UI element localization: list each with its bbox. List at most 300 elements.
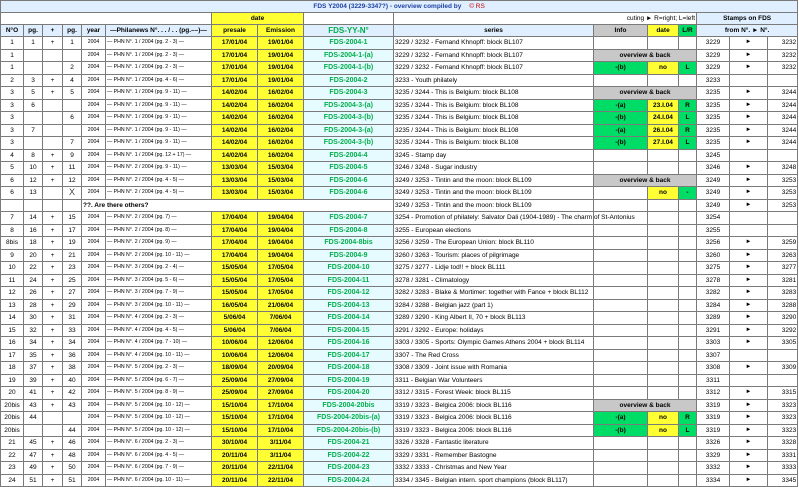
col-date2: date	[648, 25, 679, 37]
row-fds	[304, 449, 394, 462]
row-no: 11	[1, 274, 24, 287]
row-pg: 13	[24, 187, 43, 200]
row-from: 3229	[697, 37, 730, 50]
row-fds	[304, 387, 394, 400]
row-arrow: ►	[730, 162, 768, 175]
row-date2	[648, 224, 679, 237]
row-arrow: ►	[730, 362, 768, 375]
fds-code: FDS-2004-7	[329, 214, 368, 222]
row-date2	[648, 374, 679, 387]
row-fds	[304, 187, 394, 200]
row-plus: +	[43, 74, 63, 87]
row-info	[594, 249, 648, 262]
row-presale: 14/02/04	[212, 99, 258, 112]
row-pg2: 15	[63, 212, 82, 225]
row-info	[594, 224, 648, 237]
fds-code: FDS-2004-3-(a)	[323, 126, 373, 134]
row-fds	[304, 137, 394, 150]
row-plus	[43, 199, 63, 212]
row-emission: 12/06/04	[258, 349, 304, 362]
row-emission: 17/05/04	[258, 274, 304, 287]
row-arrow: ►	[730, 462, 768, 475]
row-series: 3303 / 3305 - Sports: Olympic Games Athens 2004 + block BL114	[394, 337, 594, 350]
row-lr: L	[679, 112, 697, 125]
row-info: -(a)	[594, 412, 648, 425]
row-lr	[679, 199, 697, 212]
table-row	[1, 462, 798, 475]
row-emission: 12/06/04	[258, 337, 304, 350]
row-date2	[648, 262, 679, 275]
row-emission: 19/01/04	[258, 37, 304, 50]
row-presale: 13/03/04	[212, 187, 258, 200]
row-lr	[679, 299, 697, 312]
row-series: 3260 / 3263 - Tourism: places of pilgrimage	[394, 249, 594, 262]
col-from-to: from N°. ► N°.	[697, 25, 798, 37]
row-lr	[679, 274, 697, 287]
fds-code: FDS-2004-20bis-(a)	[316, 414, 381, 422]
row-emission: 15/03/04	[258, 187, 304, 200]
row-from: 3235	[697, 137, 730, 150]
row-plus: +	[43, 349, 63, 362]
row-arrow: ►	[730, 249, 768, 262]
row-pg	[24, 49, 43, 62]
row-from: 3235	[697, 112, 730, 125]
row-date2	[648, 37, 679, 50]
row-series: 3245 - Stamp day	[394, 149, 594, 162]
row-presale: 14/02/04	[212, 124, 258, 137]
row-pg: 26	[24, 287, 43, 300]
row-lr: R	[679, 412, 697, 425]
row-pg: 37	[24, 362, 43, 375]
row-from: 3326	[697, 437, 730, 450]
row-to: 3333	[768, 462, 798, 475]
fds-code: FDS-2004-9	[329, 251, 368, 259]
row-philanews: — PHN N°. 1 / 2004 (pg. 2 - 3) —	[106, 62, 212, 75]
table-row	[1, 412, 798, 425]
row-from: 3308	[697, 362, 730, 375]
row-philanews: — PHN N°. 4 / 2004 (pg. 2 - 3) —	[106, 312, 212, 325]
row-fds	[304, 149, 394, 162]
row-info	[594, 449, 648, 462]
row-philanews: — PHN N°. 2 / 2004 (pg. 9) —	[106, 237, 212, 250]
row-series: 3308 / 3309 - Joint issue with Romania	[394, 362, 594, 375]
row-to	[768, 224, 798, 237]
row-info	[594, 349, 648, 362]
row-pg2: 33	[63, 324, 82, 337]
row-pg2: 12	[63, 174, 82, 187]
row-lr	[679, 287, 697, 300]
row-to: 3232	[768, 49, 798, 62]
row-year: 2004	[82, 149, 106, 162]
col-presale: presale	[212, 25, 258, 37]
row-series: 3235 / 3244 - This is Belgium: block BL108	[394, 112, 594, 125]
row-presale: 13/03/04	[212, 162, 258, 175]
table-row	[1, 324, 798, 337]
col-fds: FDS-YY-N°	[304, 25, 394, 37]
row-pg: 5	[24, 87, 43, 100]
row-no: 16	[1, 337, 24, 350]
row-presale: 15/05/04	[212, 262, 258, 275]
row-philanews: — PHN N°. 2 / 2004 (pg. 4 - 5) —	[106, 187, 212, 200]
col-no: N°O	[1, 25, 24, 37]
row-arrow: ►	[730, 474, 768, 487]
table-row	[1, 99, 798, 112]
row-lr	[679, 224, 697, 237]
fds-code: FDS-2004-20bis-(b)	[316, 426, 381, 434]
row-presale: 17/01/04	[212, 62, 258, 75]
row-emission: 21/06/04	[258, 299, 304, 312]
row-series: 3319 / 3323 - Belgica 2006: block BL116	[394, 412, 594, 425]
row-plus: +	[43, 362, 63, 375]
row-pg: 16	[24, 224, 43, 237]
row-series: 3249 / 3253 - Tintin and the moon: block BL109	[394, 174, 594, 187]
row-pg2: 2	[63, 62, 82, 75]
row-from: 3291	[697, 324, 730, 337]
table-row	[1, 337, 798, 350]
row-from: 3249	[697, 174, 730, 187]
row-arrow: ►	[730, 87, 768, 100]
row-pg: 20	[24, 249, 43, 262]
fds-code: FDS-2004-20	[327, 389, 370, 397]
row-philanews: — PHN N°. 1 / 2004 (pg. 2 - 3) —	[106, 49, 212, 62]
row-arrow: ►	[730, 199, 768, 212]
row-no	[1, 199, 24, 212]
fds-code: FDS-2004-6	[329, 176, 368, 184]
row-arrow	[730, 74, 768, 87]
row-no: 3	[1, 87, 24, 100]
row-arrow: ►	[730, 62, 768, 75]
row-no: 20bis	[1, 424, 24, 437]
fds-code: FDS-2004-3-(a)	[323, 101, 373, 109]
row-presale: 17/01/04	[212, 74, 258, 87]
row-pg2: 27	[63, 287, 82, 300]
row-lr: -	[679, 187, 697, 200]
row-no: 1	[1, 49, 24, 62]
row-year: 2004	[82, 174, 106, 187]
row-lr: L	[679, 424, 697, 437]
row-from: 3254	[697, 212, 730, 225]
table-row	[1, 149, 798, 162]
fds-code: FDS-2004-4	[329, 151, 368, 159]
row-fds	[304, 362, 394, 375]
fds-code: FDS-2004-19	[327, 376, 370, 384]
row-fds	[304, 224, 394, 237]
row-pg2: 7	[63, 137, 82, 150]
fds-code: FDS-2004-20bis	[322, 401, 375, 409]
row-arrow	[730, 349, 768, 362]
row-series: 3256 / 3259 - The European Union: block BL110	[394, 237, 594, 250]
row-emission: 15/03/04	[258, 162, 304, 175]
overview-back-label: overview & back	[594, 399, 697, 412]
row-no: 20bis	[1, 399, 24, 412]
row-emission: 16/02/04	[258, 149, 304, 162]
row-from: 3319	[697, 424, 730, 437]
row-plus: +	[43, 312, 63, 325]
row-emission: 3/11/04	[258, 437, 304, 450]
row-presale: 25/09/04	[212, 387, 258, 400]
row-year: 2004	[82, 62, 106, 75]
row-info: -(a)	[594, 99, 648, 112]
row-to: 3253	[768, 199, 798, 212]
row-info	[594, 187, 648, 200]
row-from: 3319	[697, 399, 730, 412]
table-row	[1, 74, 798, 87]
row-arrow	[730, 374, 768, 387]
row-philanews: — PHN N°. 6 / 2004 (pg. 4 - 5) —	[106, 449, 212, 462]
row-fds	[304, 212, 394, 225]
row-plus	[43, 137, 63, 150]
fds-code: FDS-2004-3-(b)	[323, 114, 374, 122]
row-presale: 17/04/04	[212, 224, 258, 237]
row-emission: 17/10/04	[258, 399, 304, 412]
row-date2: 24.I.04	[648, 112, 679, 125]
row-pg: 44	[24, 412, 43, 425]
row-date2	[648, 362, 679, 375]
fds-code: FDS-2004-10	[327, 264, 370, 272]
row-fds	[304, 287, 394, 300]
row-no: 14	[1, 312, 24, 325]
row-from: 3332	[697, 462, 730, 475]
row-year: 2004	[82, 87, 106, 100]
table-row	[1, 187, 798, 200]
row-info	[594, 162, 648, 175]
row-pg: 24	[24, 274, 43, 287]
row-info	[594, 287, 648, 300]
row-to: 3283	[768, 287, 798, 300]
row-year: 2004	[82, 74, 106, 87]
row-pg: 10	[24, 162, 43, 175]
row-from: 3282	[697, 287, 730, 300]
row-year: 2004	[82, 299, 106, 312]
row-date2	[648, 212, 679, 225]
row-lr	[679, 362, 697, 375]
row-from: 3246	[697, 162, 730, 175]
row-presale: 14/02/04	[212, 137, 258, 150]
row-plus	[43, 424, 63, 437]
row-year: 2004	[82, 112, 106, 125]
table-row	[1, 374, 798, 387]
row-series: 3235 / 3244 - This is Belgium: block BL108	[394, 87, 594, 100]
row-pg2	[63, 49, 82, 62]
table-row	[1, 274, 798, 287]
table-row	[1, 224, 798, 237]
fds-code: FDS-2004-14	[327, 314, 370, 322]
row-info	[594, 262, 648, 275]
row-plus	[43, 99, 63, 112]
row-to: 3292	[768, 324, 798, 337]
row-year: 2004	[82, 124, 106, 137]
row-to: 3248	[768, 162, 798, 175]
row-emission: 17/10/04	[258, 412, 304, 425]
row-series: 3229 / 3232 - Fernand Khnopff: block BL107	[394, 49, 594, 62]
row-date2	[648, 437, 679, 450]
row-date2	[648, 349, 679, 362]
row-presale: 14/02/04	[212, 149, 258, 162]
row-pg2: 11	[63, 162, 82, 175]
row-emission: 16/02/04	[258, 87, 304, 100]
row-philanews: — PHN N°. 6 / 2004 (pg. 2 - 3) —	[106, 437, 212, 450]
row-pg2: 40	[63, 374, 82, 387]
row-series: 3307 - The Red Cross	[394, 349, 594, 362]
row-from: 3303	[697, 337, 730, 350]
row-series: 3311 - Belgian War Volunteers	[394, 374, 594, 387]
row-no: 18	[1, 362, 24, 375]
row-presale: 17/04/04	[212, 249, 258, 262]
row-from: 3245	[697, 149, 730, 162]
row-arrow: ►	[730, 337, 768, 350]
row-lr	[679, 262, 697, 275]
row-emission: 19/01/04	[258, 74, 304, 87]
row-presale: 17/04/04	[212, 237, 258, 250]
row-lr: R	[679, 99, 697, 112]
row-series: 3278 / 3281 - Climatology	[394, 274, 594, 287]
row-emission: 15/03/04	[258, 174, 304, 187]
row-fds	[304, 112, 394, 125]
row-year: 2004	[82, 37, 106, 50]
row-info	[594, 462, 648, 475]
row-from: 3278	[697, 274, 730, 287]
row-presale: 25/09/04	[212, 374, 258, 387]
row-date2	[648, 149, 679, 162]
row-no: 17	[1, 349, 24, 362]
row-info: -(b)	[594, 424, 648, 437]
row-emission: 16/02/04	[258, 137, 304, 150]
row-year: 2004	[82, 249, 106, 262]
row-date2	[648, 449, 679, 462]
row-pg: 49	[24, 462, 43, 475]
row-pg: 12	[24, 174, 43, 187]
row-lr	[679, 37, 697, 50]
col-philanews: —Philanews N°. . . / . . (pg.––)—	[106, 25, 212, 37]
overview-back-label: overview & back	[594, 174, 697, 187]
table-row	[1, 312, 798, 325]
row-no: 22	[1, 449, 24, 462]
row-year: 2004	[82, 262, 106, 275]
row-pg2: 38	[63, 362, 82, 375]
row-no: 13	[1, 299, 24, 312]
row-pg: 39	[24, 374, 43, 387]
row-presale: 15/10/04	[212, 399, 258, 412]
row-plus: +	[43, 162, 63, 175]
row-presale: 5/06/04	[212, 312, 258, 325]
row-series: 3326 / 3328 - Fantastic literature	[394, 437, 594, 450]
row-pg2: 51	[63, 474, 82, 487]
row-lr: L	[679, 137, 697, 150]
row-plus: +	[43, 374, 63, 387]
row-pg: 47	[24, 449, 43, 462]
row-pg2	[63, 124, 82, 137]
col-series: series	[394, 25, 594, 37]
row-series: 3229 / 3232 - Fernand Khnopff: block BL107	[394, 62, 594, 75]
cuting-note: cuting ► R=right; L=left	[394, 13, 697, 25]
row-lr	[679, 374, 697, 387]
row-presale: 20/11/04	[212, 474, 258, 487]
row-philanews: — PHN N°. 1 / 2004 (pg. 9 - 11) —	[106, 99, 212, 112]
row-from: 3334	[697, 474, 730, 487]
row-pg2: 6	[63, 112, 82, 125]
row-series: 3334 / 3345 - Belgian intern. sport champions (block BL117)	[394, 474, 594, 487]
row-presale: 17/01/04	[212, 37, 258, 50]
row-presale: 15/05/04	[212, 274, 258, 287]
row-pg2: 43	[63, 399, 82, 412]
row-philanews: — PHN N°. 3 / 2004 (pg. 5 - 6) —	[106, 274, 212, 287]
row-plus	[43, 49, 63, 62]
row-arrow: ►	[730, 112, 768, 125]
row-emission: 20/09/04	[258, 362, 304, 375]
row-philanews: — PHN N°. 3 / 2004 (pg. 10 - 11) —	[106, 299, 212, 312]
row-info	[594, 149, 648, 162]
row-philanews: — PHN N°. 2 / 2004 (pg. 9 - 11) —	[106, 162, 212, 175]
fds-code: FDS-2004-13	[327, 301, 370, 309]
row-series: 3289 / 3290 - King Albert II, 70 + block BL113	[394, 312, 594, 325]
row-lr	[679, 462, 697, 475]
row-pg2: 19	[63, 237, 82, 250]
row-plus	[43, 187, 63, 200]
row-series: 3319 / 3323 - Belgica 2006: block BL116	[394, 424, 594, 437]
row-arrow: ►	[730, 437, 768, 450]
col-lr: L/R	[679, 25, 697, 37]
row-no: 3	[1, 124, 24, 137]
row-series: 3233 - Youth philately	[394, 74, 594, 87]
row-series: 3235 / 3244 - This is Belgium: block BL108	[394, 99, 594, 112]
row-pg2: 29	[63, 299, 82, 312]
row-lr	[679, 349, 697, 362]
row-from: 3235	[697, 87, 730, 100]
row-plus: +	[43, 87, 63, 100]
row-info	[594, 324, 648, 337]
row-presale: 10/06/04	[212, 349, 258, 362]
row-emission: 19/04/04	[258, 249, 304, 262]
row-lr	[679, 437, 697, 450]
table-row	[1, 174, 798, 187]
row-plus: +	[43, 337, 63, 350]
row-no: 3	[1, 99, 24, 112]
row-pg: 22	[24, 262, 43, 275]
row-arrow: ►	[730, 324, 768, 337]
row-arrow: ►	[730, 387, 768, 400]
row-emission: 16/02/04	[258, 124, 304, 137]
row-from: 3260	[697, 249, 730, 262]
row-to	[768, 374, 798, 387]
row-lr	[679, 387, 697, 400]
row-from: 3235	[697, 124, 730, 137]
row-lr	[679, 324, 697, 337]
row-plus: +	[43, 37, 63, 50]
row-plus	[43, 62, 63, 75]
date-header: date	[212, 13, 304, 25]
row-pg: 35	[24, 349, 43, 362]
row-to: 3244	[768, 112, 798, 125]
row-pg: 45	[24, 437, 43, 450]
row-date2: no	[648, 412, 679, 425]
row-no: 5	[1, 162, 24, 175]
row-date2: no	[648, 62, 679, 75]
row-fds	[304, 174, 394, 187]
row-plus	[43, 112, 63, 125]
row-arrow: ►	[730, 124, 768, 137]
row-pg2: 36	[63, 349, 82, 362]
row-from: 3275	[697, 262, 730, 275]
row-philanews: — PHN N°. 1 / 2004 (pg. 2 - 3) —	[106, 37, 212, 50]
row-no: 24	[1, 474, 24, 487]
row-philanews: — PHN N°. 3 / 2004 (pg. 2 - 4) —	[106, 262, 212, 275]
col-pg: pg.	[24, 25, 43, 37]
table-row	[1, 399, 798, 412]
row-date2	[648, 287, 679, 300]
row-pg2: 46	[63, 437, 82, 450]
fds-code: FDS-2004-12	[327, 289, 370, 297]
row-emission: 16/02/04	[258, 112, 304, 125]
